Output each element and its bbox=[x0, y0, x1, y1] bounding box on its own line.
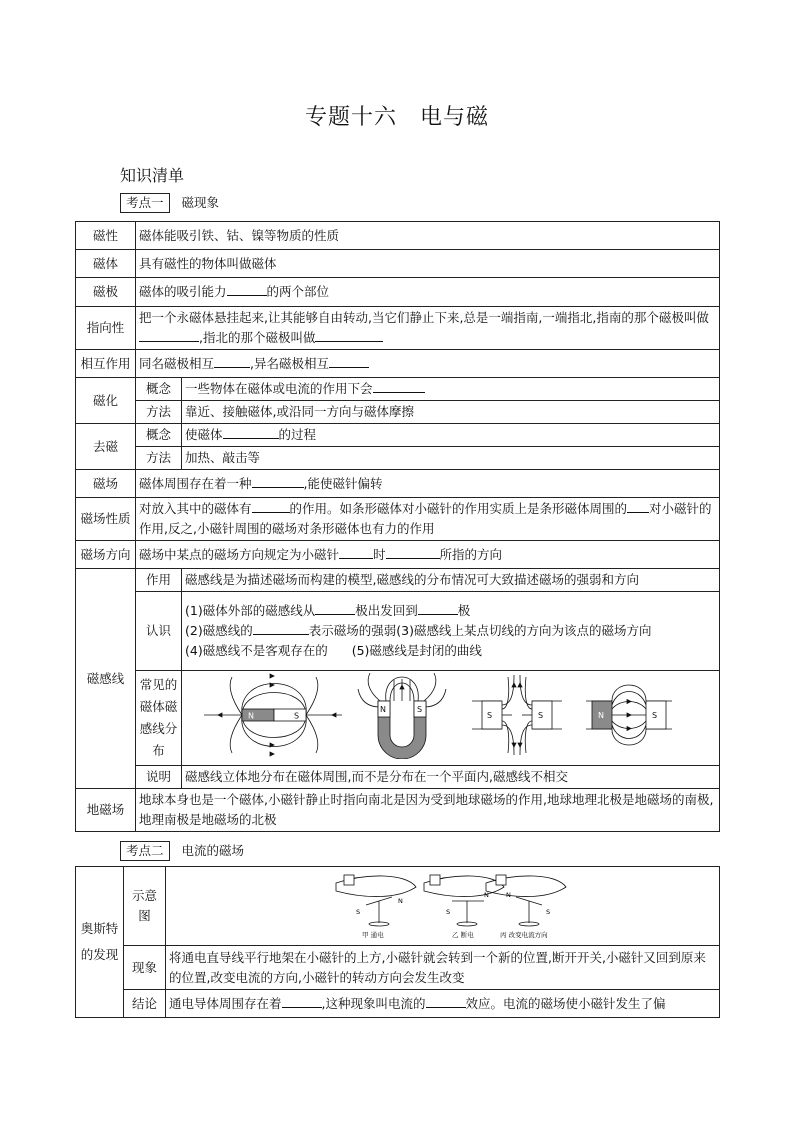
row-cichang bbox=[76, 470, 720, 498]
setup-c bbox=[486, 875, 566, 926]
row-cihua-2 bbox=[76, 401, 720, 424]
sub-ganxian-2: 认识 bbox=[136, 592, 182, 671]
row-cihua-1 bbox=[76, 378, 720, 401]
blank bbox=[223, 426, 279, 439]
hdr-cichang: 磁场 bbox=[76, 470, 136, 498]
kp2-box: 考点二 bbox=[120, 841, 170, 861]
pole-label: S bbox=[417, 705, 423, 714]
hdr-dici: 地磁场 bbox=[76, 789, 136, 832]
pole-label: S bbox=[538, 711, 544, 720]
hdr-ciji: 磁极 bbox=[76, 278, 136, 307]
caption-c: 丙 改变电流方向 bbox=[500, 931, 548, 939]
val-oersted-2: 将通电直导线平行地架在小磁针的上方,小磁针就会转到一个新的位置,断开开关,小磁针又回到原来的位置,改变电流的方向,小磁针的转动方向会发生改变 bbox=[166, 946, 720, 990]
hdr-xianghu: 相互作用 bbox=[76, 350, 136, 378]
renshi-line-1: (1)磁体外部的磁感线从 极出发回到 极 bbox=[185, 603, 471, 618]
hdr-xingzhi: 磁场性质 bbox=[76, 498, 136, 541]
kp1-heading bbox=[120, 193, 219, 213]
caption-b: 乙 断电 bbox=[452, 931, 474, 939]
sub-quci-2: 方法 bbox=[136, 447, 182, 470]
pole-label: S bbox=[652, 711, 658, 720]
pole-label: S bbox=[487, 711, 493, 720]
blank bbox=[315, 329, 383, 342]
setup-b bbox=[424, 875, 504, 926]
hdr-citi: 磁体 bbox=[76, 250, 136, 278]
section-title: 知识清单 bbox=[120, 166, 185, 185]
blank bbox=[329, 355, 369, 368]
sub-cihua-1: 概念 bbox=[136, 378, 182, 401]
hdr-fangxiang: 磁场方向 bbox=[76, 541, 136, 569]
row-ciji bbox=[76, 278, 720, 307]
caption-a: 甲 通电 bbox=[362, 931, 384, 939]
kp1-label: 磁现象 bbox=[181, 195, 220, 210]
oersted-table bbox=[75, 866, 720, 1018]
row-oersted-1 bbox=[76, 867, 720, 946]
needle-n: N bbox=[484, 891, 489, 899]
val-cihua-1: 一些物体在磁体或电流的作用下会 bbox=[182, 378, 720, 401]
row-dici bbox=[76, 789, 720, 832]
field-line-figures bbox=[182, 671, 720, 766]
sub-oersted-2: 现象 bbox=[124, 946, 166, 990]
needle-s: S bbox=[446, 908, 451, 916]
blank bbox=[227, 283, 267, 296]
row-ganxian-2 bbox=[76, 592, 720, 671]
pole-label: N bbox=[248, 711, 254, 721]
val-zhixiang: 把一个永磁体悬挂起来,让其能够自由转动,当它们静止下来,总是一端指南,一端指北,指南的那个磁极叫做,指北的那个磁极叫做 bbox=[136, 307, 720, 350]
blank bbox=[386, 546, 440, 559]
oersted-svg bbox=[166, 867, 716, 939]
row-ganxian-1 bbox=[76, 569, 720, 592]
u-magnet-figure bbox=[358, 673, 446, 707]
blank bbox=[214, 355, 250, 368]
needle-s: S bbox=[356, 908, 361, 916]
hdr-cixing: 磁性 bbox=[76, 222, 136, 250]
sub-quci-1: 概念 bbox=[136, 424, 182, 447]
hdr-cihua: 磁化 bbox=[76, 378, 136, 424]
blank bbox=[253, 622, 309, 635]
blank bbox=[426, 995, 466, 1008]
row-citi bbox=[76, 250, 720, 278]
val-cixing: 磁体能吸引铁、钴、镍等物质的性质 bbox=[136, 222, 720, 250]
val-ganxian-2 bbox=[182, 592, 720, 671]
pole-label: N bbox=[380, 705, 386, 714]
kp1-box: 考点一 bbox=[120, 193, 170, 213]
renshi-line-3: (4)磁感线不是客观存在的 (5)磁感线是封闭的曲线 bbox=[185, 643, 482, 658]
kp2-heading bbox=[120, 841, 244, 861]
setup-a bbox=[336, 875, 416, 926]
row-xingzhi bbox=[76, 498, 720, 541]
val-citi: 具有磁性的物体叫做磁体 bbox=[136, 250, 720, 278]
needle-n: N bbox=[506, 891, 511, 899]
blank bbox=[373, 380, 425, 393]
renshi-line-2: (2)磁感线的 表示磁场的强弱(3)磁感线上某点切线的方向为该点的磁场方向 bbox=[185, 623, 652, 638]
sub-oersted-1: 示意图 bbox=[124, 867, 166, 946]
magnetism-table bbox=[75, 221, 720, 832]
blank bbox=[252, 500, 290, 513]
row-ganxian-4 bbox=[76, 766, 720, 789]
needle-s: S bbox=[546, 908, 551, 916]
blank bbox=[139, 329, 199, 342]
sub-cihua-2: 方法 bbox=[136, 401, 182, 424]
val-oersted-3: 通电导体周围存在着 ,这种现象叫电流的 效应。电流的磁场使小磁针发生了偏 bbox=[166, 990, 720, 1018]
row-fangxiang bbox=[76, 541, 720, 569]
blank bbox=[315, 602, 355, 615]
row-xianghu bbox=[76, 350, 720, 378]
oersted-figures bbox=[166, 867, 720, 946]
hdr-oersted: 奥斯特的发现 bbox=[76, 867, 124, 1018]
kp2-label: 电流的磁场 bbox=[181, 843, 245, 858]
blank bbox=[339, 546, 373, 559]
pole-label: S bbox=[294, 711, 300, 721]
sub-ganxian-4: 说明 bbox=[136, 766, 182, 789]
hdr-ganxian: 磁感线 bbox=[76, 569, 136, 789]
val-fangxiang: 磁场中某点的磁场方向规定为小磁针 时 所指的方向 bbox=[136, 541, 720, 569]
hdr-quci: 去磁 bbox=[76, 424, 136, 470]
needle-n: N bbox=[398, 897, 403, 905]
val-xingzhi: 对放入其中的磁体有 的作用。如条形磁体对小磁针的作用实质上是条形磁体周围的 对小磁针的作用,反之,小磁针周围的磁场对条形磁体也有力的作用 bbox=[136, 498, 720, 541]
bar-magnet-n bbox=[242, 709, 274, 721]
blank bbox=[418, 602, 458, 615]
val-ganxian-1: 磁感线是为描述磁场而构建的模型,磁感线的分布情况可大致描述磁场的强弱和方向 bbox=[182, 569, 720, 592]
pole-label: N bbox=[598, 711, 604, 720]
row-quci-2 bbox=[76, 447, 720, 470]
val-ganxian-4: 磁感线立体地分布在磁体周围,而不是分布在一个平面内,磁感线不相交 bbox=[182, 766, 720, 789]
val-dici: 地球本身也是一个磁体,小磁针静止时指向南北是因为受到地球磁场的作用,地球地理北极是地磁场的南极,地理南极是地磁场的北极 bbox=[136, 789, 720, 832]
val-quci-1: 使磁体 的过程 bbox=[182, 424, 720, 447]
sub-ganxian-1: 作用 bbox=[136, 569, 182, 592]
val-cichang: 磁体周围存在着一种 ,能使磁针偏转 bbox=[136, 470, 720, 498]
sub-oersted-3: 结论 bbox=[124, 990, 166, 1018]
blank bbox=[627, 500, 649, 513]
val-cihua-2: 靠近、接触磁体,或沿同一方向与磁体摩擦 bbox=[182, 401, 720, 424]
blank bbox=[282, 995, 322, 1008]
row-oersted-3 bbox=[76, 990, 720, 1018]
row-cixing bbox=[76, 222, 720, 250]
row-zhixiang bbox=[76, 307, 720, 350]
bar-magnet-s bbox=[274, 709, 306, 721]
val-xianghu: 同名磁极相互 ,异名磁极相互 bbox=[136, 350, 720, 378]
sub-ganxian-3: 常见的磁体磁感线分布 bbox=[136, 671, 182, 766]
row-oersted-2 bbox=[76, 946, 720, 990]
row-quci-1 bbox=[76, 424, 720, 447]
field-lines-svg bbox=[182, 671, 714, 759]
hdr-zhixiang: 指向性 bbox=[76, 307, 136, 350]
val-quci-2: 加热、敲击等 bbox=[182, 447, 720, 470]
row-ganxian-3 bbox=[76, 671, 720, 766]
page-title: 专题十六 电与磁 bbox=[304, 105, 489, 130]
val-ciji: 磁体的吸引能力 的两个部位 bbox=[136, 278, 720, 307]
blank bbox=[252, 475, 304, 488]
